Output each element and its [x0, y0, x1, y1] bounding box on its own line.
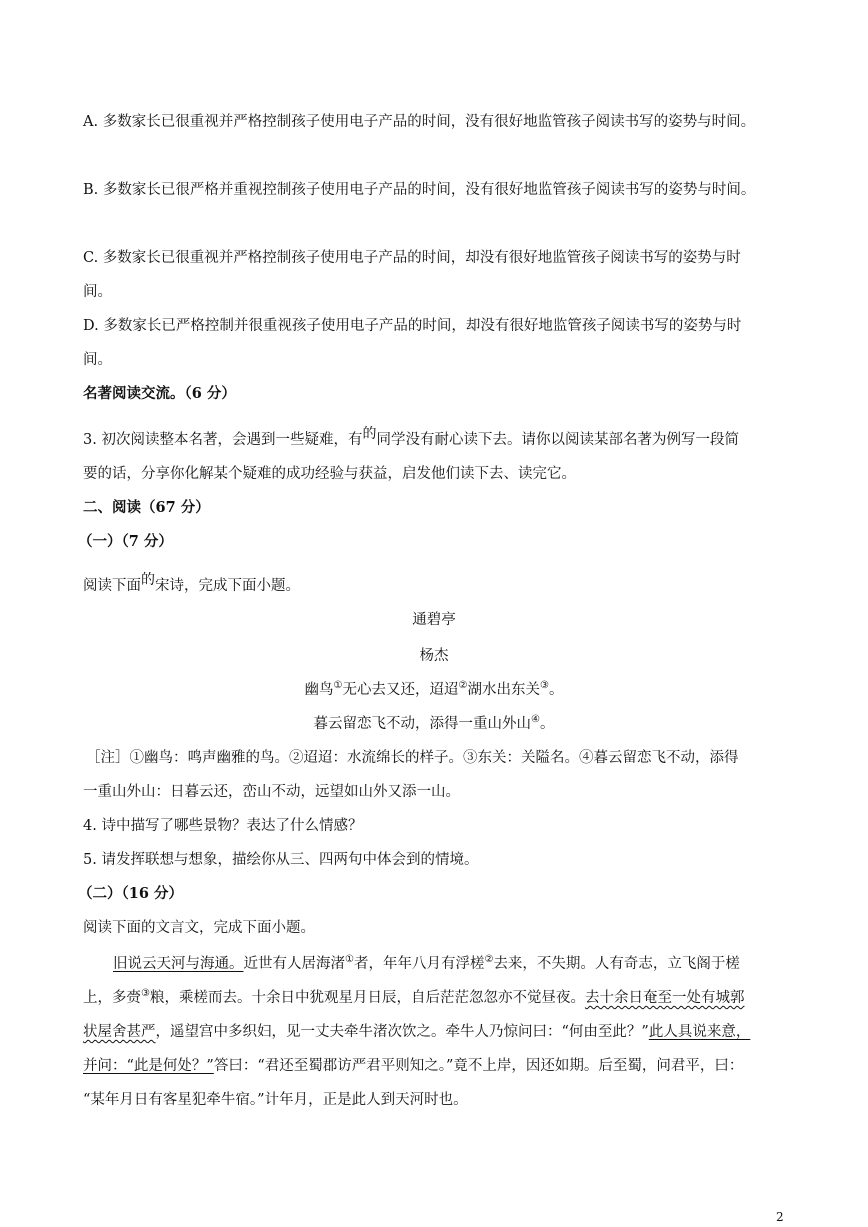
part-1-intro-raised-char: 的 — [141, 572, 155, 588]
wavy-underlined-text: 去十余日奄至一处有城郭 — [584, 990, 745, 1006]
option-c-line2: 间。 — [83, 284, 112, 300]
note-marker-3: ③ — [141, 988, 150, 1000]
section-heading-mingzhu: 名著阅读交流。（6 分） — [83, 385, 236, 402]
note-marker-2: ② — [484, 954, 494, 966]
question-5: 5. 请发挥联想与想象，描绘你从三、四两句中体会到的情境。 — [83, 852, 479, 868]
underlined-sentence-2: 此人具说来意， — [648, 1024, 751, 1040]
part-1-intro-a: 阅读下面 — [83, 578, 141, 594]
passage-line-2 — [83, 988, 744, 1008]
option-c-line1: C. 多数家长已很重视并严格控制孩子使用电子产品的时间，却没有很好地监管孩子阅读书写的姿势与时 — [83, 250, 741, 266]
option-a: A. 多数家长已很重视并严格控制孩子使用电子产品的时间，没有很好地监管孩子阅读书写的姿势与时间。 — [83, 114, 756, 130]
passage-text: 答曰：“君还至蜀郡访严君平则知之。”竟不上岸，因还如期。后至蜀，问君平，曰： — [213, 1058, 744, 1074]
option-d-line2: 间。 — [83, 352, 112, 368]
passage-line-5: “某年月日有客星犯牵牛宿。”计年月，正是此人到天河时也。 — [83, 1092, 468, 1108]
note-marker-4: ④ — [531, 714, 540, 726]
poem-line-1-c: 湖水出东关 — [467, 682, 540, 698]
option-b: B. 多数家长已很严格并重视控制孩子使用电子产品的时间，没有很好地监管孩子阅读书写的姿势与时间。 — [83, 182, 756, 198]
passage-line-4 — [83, 1056, 743, 1076]
poem-notes-line1: ［注］①幽鸟：鸣声幽雅的鸟。②迢迢：水流绵长的样子。③东关：关隘名。④暮云留恋飞不动，添得 — [86, 750, 739, 766]
poem-title: 通碧亭 — [412, 612, 456, 628]
question-3-text-a: 3. 初次阅读整本名著，会遇到一些疑难，有 — [83, 432, 363, 448]
poem-line-2-b: 。 — [539, 716, 555, 732]
part-1-intro — [83, 572, 300, 596]
passage-line-3 — [83, 1022, 750, 1042]
part-1-heading: （一）（7 分） — [78, 533, 173, 550]
part-2-intro: 阅读下面的文言文，完成下面小题。 — [83, 920, 315, 936]
poem-line-1-a: 幽鸟 — [304, 682, 334, 698]
poem-line-1-d: 。 — [548, 682, 564, 698]
part-1-intro-b: 宋诗，完成下面小题。 — [155, 578, 300, 594]
poem-line-2 — [0, 714, 868, 734]
question-4: 4. 诗中描写了哪些景物？表达了什么情感？ — [83, 818, 363, 834]
passage-text: 粮，乘槎而去。十余日中犹观星月日辰，自后茫茫忽忽亦不觉昼夜。 — [149, 990, 585, 1006]
poem-notes-line2: 一重山外山：日暮云还，峦山不动，远望如山外又添一山。 — [83, 784, 460, 800]
option-d-line1: D. 多数家长已严格控制并很重视孩子使用电子产品的时间，却没有很好地监管孩子阅读书写的姿势与时 — [83, 318, 742, 334]
underlined-sentence-1: 旧说云天河与海通。 — [113, 956, 244, 972]
question-3-text-b: 同学没有耐心读下去。请你以阅读某部名著为例写一段简 — [376, 432, 739, 448]
underlined-sentence-2-cont: 并问：“此是何处？” — [83, 1058, 214, 1074]
question-3-raised-char: 的 — [362, 426, 377, 442]
passage-text: ，遥望宫中多织妇，见一丈夫牵牛渚次饮之。牵牛人乃惊问曰：“何由至此？” — [155, 1024, 649, 1040]
question-3-line1 — [83, 426, 739, 450]
wavy-underlined-text: 状屋舍甚严 — [83, 1024, 156, 1040]
note-marker-3: ③ — [539, 680, 549, 692]
page-number: 2 — [776, 1210, 784, 1224]
note-marker-1: ① — [333, 680, 343, 692]
poem-line-1-b: 无心去又还，迢迢 — [342, 682, 459, 698]
note-marker-2: ② — [458, 680, 468, 692]
poem-line-1 — [0, 680, 868, 700]
section-heading-reading: 二、阅读（67 分） — [83, 499, 210, 516]
passage-text: 近世有人居海渚 — [243, 956, 345, 972]
passage-text: 者，年年八月有浮槎 — [353, 956, 485, 972]
passage-line-1 — [113, 954, 740, 974]
part-2-heading: （二）（16 分） — [78, 885, 183, 902]
note-marker-1: ① — [345, 954, 354, 966]
poem-author: 杨杰 — [419, 648, 449, 664]
passage-text: 上，多赍 — [83, 990, 141, 1006]
poem-line-2-a: 暮云留恋飞不动，添得一重山外山 — [313, 716, 532, 732]
question-3-line2: 要的话，分享你化解某个疑难的成功经验与获益，启发他们读下去、读完它。 — [83, 466, 576, 482]
passage-text: 去来，不失期。人有奇志，立飞阁于槎 — [493, 956, 740, 972]
